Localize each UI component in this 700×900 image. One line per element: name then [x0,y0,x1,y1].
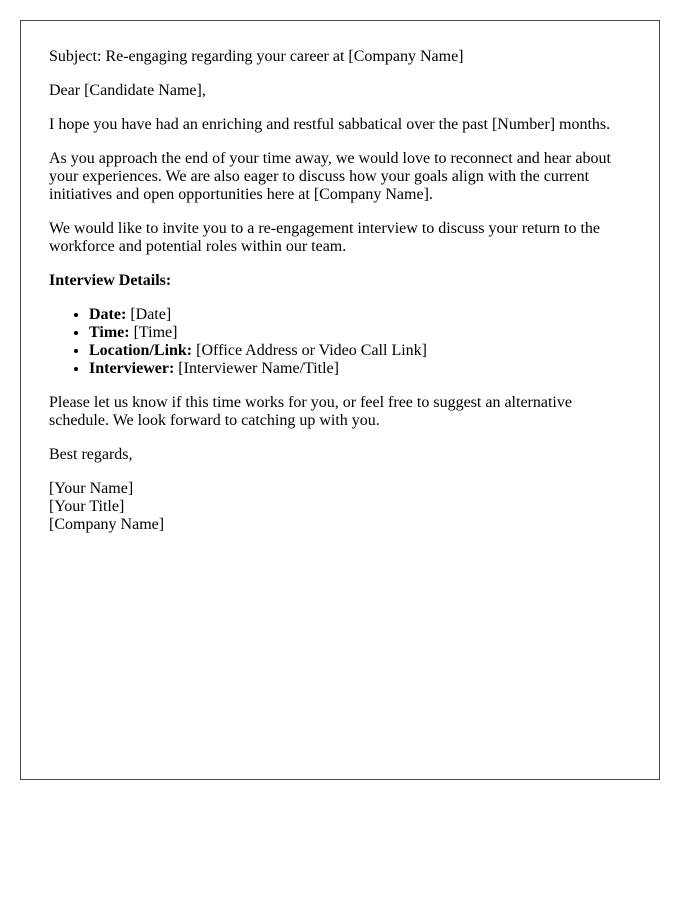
signature-name: [Your Name] [49,480,134,497]
letter-document [20,20,660,780]
detail-label-location: Location/Link: [89,342,193,359]
detail-value-interviewer: [Interviewer Name/Title] [178,360,339,377]
letter-subject: Subject: Re-engaging regarding your career at [Company Name] [49,48,464,65]
detail-value-time: [Time] [133,324,178,341]
signature-title: [Your Title] [49,498,125,515]
detail-label-time: Time: [89,324,130,341]
letter-paragraph-reconnect: As you approach the end of your time away, we would love to reconnect and hear about your experiences. We are also eager to discuss how your goals align with the current initiatives and open opportunities here at [Company Name]. [49,150,611,203]
interview-details-list [49,306,631,378]
detail-label-date: Date: [89,306,127,323]
detail-value-date: [Date] [130,306,172,323]
detail-label-interviewer: Interviewer: [89,360,175,377]
letter-sign-off: Best regards, [49,446,133,463]
letter-salutation: Dear [Candidate Name], [49,82,206,99]
signature-company: [Company Name] [49,516,165,533]
interview-details-heading: Interview Details: [49,272,172,289]
list-item [89,306,631,324]
letter-paragraph-intro: I hope you have had an enriching and restful sabbatical over the past [Number] months. [49,116,611,133]
list-item [89,360,631,378]
list-item [89,342,631,360]
letter-paragraph-invitation: We would like to invite you to a re-engagement interview to discuss your return to the workforce and potential roles within our team. [49,220,601,255]
list-item [89,324,631,342]
letter-closing-paragraph: Please let us know if this time works for you, or feel free to suggest an alternative schedule. We look forward to catching up with you. [49,394,572,429]
detail-value-location: [Office Address or Video Call Link] [196,342,427,359]
letter-signature [49,480,631,534]
